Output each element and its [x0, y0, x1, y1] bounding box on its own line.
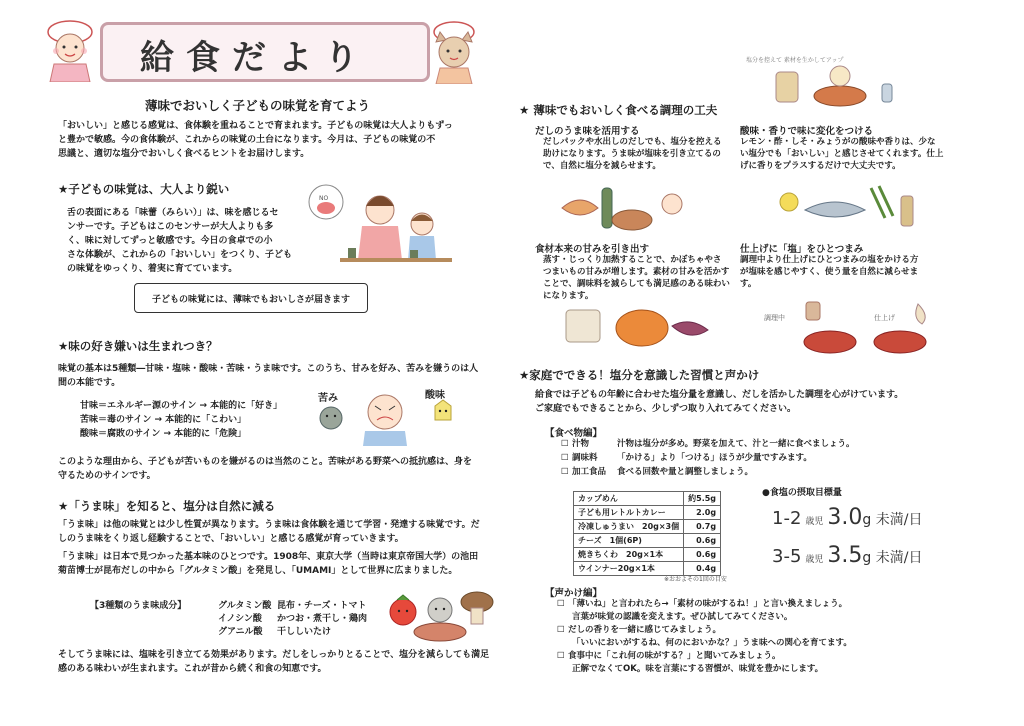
food-item-processed: 加工食品 [572, 467, 607, 477]
intake-age: 3-5 [772, 546, 802, 567]
lemon-herbs-fish-illustration [775, 178, 925, 236]
voice-tip-1: 「薄いね」と言われたら→「素材の味がするね！」と言い換えましょう。 [568, 599, 848, 609]
table-cell-amount: 0.7g [684, 520, 721, 534]
pumpkin-sweet-potato-illustration [562, 296, 722, 352]
umami-name-1: グルタミン酸 [218, 601, 272, 611]
section-kids-taste-body: 舌の表面にある「味蕾（みらい）」は、味を感じるセ ンサーです。子どもはこのセンサーが大人よりも多 く、味に対してずっと敏感です。今日の食卓での小 さな体験が、これからの「おいしい」をつくり、子ども の味覚をゆっくり、着実に育てています。 [67, 208, 293, 274]
tip-body-finishing-salt: 調理中より仕上げにひとつまみの塩をかける方 が塩味を感じやすく、使う量を自然に減らせま す。 [740, 255, 919, 289]
bitter-label: 苦み [318, 393, 338, 404]
taste-line-sweet: 甘味＝エネルギー源のサイン → 本能的に「好き」 [80, 401, 283, 411]
voice-tip-1-sub: 言葉が味覚の認識を変えます。ぜひ試してみてください。 [572, 612, 793, 622]
illustration-caption: 塩分を控えて 素材を生かしてアップ [746, 57, 844, 64]
kids-taste-callout-box: 子どもの味覚には、薄味でもおいしさが届きます [134, 283, 368, 313]
umami-name-3: グアニル酸 [218, 627, 263, 637]
tip-title-dashi: だしのうま味を活用する [535, 126, 640, 137]
table-cell-name: 冷凍しゅうまい 20g×3個 [574, 520, 684, 534]
svg-text:NO: NO [319, 195, 329, 202]
table-cell-amount: 2.0g [684, 506, 721, 520]
tip-body-sour-aroma: レモン・酢・しそ・みょうがの酸味や香りは、少な い塩分でも「おいしい」と感じさせてくれます。仕上 げに香りをプラスするだけで大丈夫です。 [740, 137, 944, 171]
intake-target-title: ●食塩の摂取目標量 [762, 488, 842, 498]
intake-age-unit: 歳児 [805, 555, 824, 565]
food-text-seasoning: 「かける」より「つける」ほうが少量ですみます。 [617, 453, 812, 463]
taste-line-sour: 酸味＝腐敗のサイン → 本能的に「危険」 [80, 429, 247, 439]
umami-food-characters-illustration [385, 582, 495, 644]
voice-tip-2: だしの香りを一緒に感じてみましょう。 [568, 625, 722, 635]
tip-body-dashi: だしパックや水出しのだしでも、塩分を控える 助けになります。うま味が塩味を引き立てるの で、自然に塩分を減らせます。 [543, 137, 722, 171]
table-cell-name: カップめん [574, 492, 684, 506]
dashi-ingredients-illustration [560, 178, 690, 236]
section-likes-dislikes-body: 味覚の基本は5種類―甘味・塩味・酸味・苦味・うま味です。このうち、甘みを好み、苦みを嫌うのは人 間の本能です。 [58, 364, 479, 388]
voice-tip-3: 食事中に「これ何の味がする？」と聞いてみましょう。 [568, 651, 781, 661]
food-item-seasoning: 調味料 [572, 453, 598, 463]
umami-foods-1: 昆布・チーズ・トマト [277, 601, 367, 611]
page-title: 給食だより [140, 38, 370, 78]
table-cell-name: ウインナー20g×1本 [574, 562, 684, 576]
table-row [574, 492, 721, 506]
table-row [574, 506, 721, 520]
voice-tip-2-sub: 「いいにおいがするね、何のにおいかな？」うま味への関心を育てます。 [572, 638, 852, 648]
likes-dislikes-conclusion: このような理由から、子どもが苦いものを嫌がるのは当然のこと。苦味がある野菜への抵抗感は、身を 守るためのサインです。 [58, 457, 473, 481]
checkbox-icon: ☐ [561, 439, 569, 449]
section-heading-cooking-tips: ★ 薄味でもおいしく食べる調理の工夫 [519, 103, 718, 117]
checkbox-icon: ☐ [557, 651, 565, 661]
tip-title-sour-aroma: 酸味・香りで味に変化をつける [740, 126, 874, 137]
soup-and-seasoning-illustration [770, 62, 910, 110]
salt-pinch-pot-illustration [790, 300, 940, 356]
umami-body-1: 「うま味」は他の味覚とは少し性質が異なります。うま味は食体験を通じて学習・発達する味覚です。だ しのうま味をくり返し経験することで、「おいしい」と感じる感覚が育っていきます。 [58, 520, 480, 544]
voice-section-label: 【声かけ編】 [545, 588, 603, 599]
checkbox-icon: ☐ [557, 625, 565, 635]
home-habits-intro: 給食では子どもの年齢に合わせた塩分量を意識し、だしを活かした調理を心がけています。 ご家庭でもできることから、少しずつ取り入れてみてください。 [535, 390, 904, 414]
food-item-soup: 汁物 [572, 439, 590, 449]
intake-row-1-2 [772, 505, 922, 530]
label-cooking: 調理中 [764, 314, 785, 322]
food-text-processed: 食べる回数や量と調整しましょう。 [617, 467, 754, 477]
mother-child-eating-illustration [300, 180, 452, 272]
table-cell-name: チーズ 1個(6P) [574, 534, 684, 548]
cat-chef-illustration [414, 20, 486, 84]
intro-text: 「おいしい」と感じる感覚は、食体験を重ねることで育まれます。子どもの味覚は大人よりもずっ と豊かで敏感。今の食体験が、これからの味覚の土台になります。今月は、子どもの味覚の不 思議と、適切な塩分でおいしく食べるヒントをお届けします。 [58, 121, 453, 159]
section-heading-umami: ★「うま味」を知ると、塩分は自然に減る [58, 499, 276, 513]
umami-body-2: 「うま味」は日本で見つかった基本味のひとつです。1908年、東京大学（当時は東京帝国大学）の池田 菊苗博士が昆布だしの中から「グルタミン酸」を発見し、「UMAMI」として世界に広まりました。 [58, 552, 479, 576]
food-section-label: 【食べ物編】 [545, 428, 603, 439]
taste-line-bitter: 苦味＝毒のサイン → 本能的に「こわい」 [80, 415, 247, 425]
checkbox-icon: ☐ [561, 467, 569, 477]
intake-age-unit: 歳児 [805, 517, 824, 527]
table-row [574, 534, 721, 548]
table-note: ※おおよその1回の目安 [664, 576, 727, 583]
bitter-sour-crying-child-illustration [305, 376, 470, 446]
intake-amount: 3.5 [827, 543, 863, 568]
tip-title-finishing-salt: 仕上げに「塩」をひとつまみ [740, 244, 864, 255]
food-text-soup: 汁物は塩分が多め。野菜を加えて、汁と一緒に食べましょう。 [617, 439, 855, 449]
intake-row-3-5 [772, 543, 922, 568]
checkbox-icon: ☐ [561, 453, 569, 463]
umami-name-2: イノシン酸 [218, 614, 262, 624]
intake-amount: 3.0 [827, 505, 863, 530]
table-cell-amount: 約5.5g [684, 492, 721, 506]
intake-amount-unit: g 未満/日 [862, 512, 923, 528]
main-headline: 薄味でおいしく子どもの味覚を育てよう [145, 98, 371, 113]
table-cell-amount: 0.6g [684, 548, 721, 562]
section-heading-kids-taste: ★子どもの味覚は、大人より鋭い [58, 182, 230, 196]
umami-foods-2: かつお・煮干し・鶏肉 [277, 614, 368, 624]
umami-foods-3: 干ししいたけ [277, 627, 332, 637]
umami-body-3: そしてうま味には、塩味を引き立てる効果があります。だしをしっかりとることで、塩分を減らしても満足 感のある味わいが生まれます。これが昔から続く和食の知恵です。 [58, 650, 490, 674]
intake-amount-unit: g 未満/日 [862, 550, 923, 566]
salt-content-table [573, 491, 721, 576]
section-heading-likes-dislikes: ★味の好き嫌いは生まれつき？ [58, 339, 218, 353]
table-row [574, 520, 721, 534]
tip-body-natural-sweetness: 蒸す・じっくり加熱することで、かぼちゃやさ つまいもの甘みが増します。素材の甘みを活かす ことで、調味料を減らしても満足感のある味わい になります。 [543, 255, 730, 301]
label-finish: 仕上げ [874, 314, 895, 322]
table-cell-name: 子ども用レトルトカレー [574, 506, 684, 520]
girl-chef-illustration [34, 18, 106, 82]
checkbox-icon: ☐ [557, 599, 565, 609]
intake-age: 1-2 [772, 508, 802, 529]
table-cell-name: 焼きちくわ 20g×1本 [574, 548, 684, 562]
umami-components-label: 【3種類のうま味成分】 [90, 601, 187, 611]
sour-label: 酸味 [425, 390, 445, 401]
table-cell-amount: 0.4g [684, 562, 721, 576]
table-row [574, 548, 721, 562]
tip-title-natural-sweetness: 食材本来の甘みを引き出す [535, 244, 650, 255]
table-cell-amount: 0.6g [684, 534, 721, 548]
voice-tip-3-sub: 正解でなくてOK。味を言葉にする習慣が、味覚を豊かにします。 [572, 664, 824, 674]
section-heading-home-habits: ★家庭でできる！塩分を意識した習慣と声かけ [519, 368, 760, 382]
